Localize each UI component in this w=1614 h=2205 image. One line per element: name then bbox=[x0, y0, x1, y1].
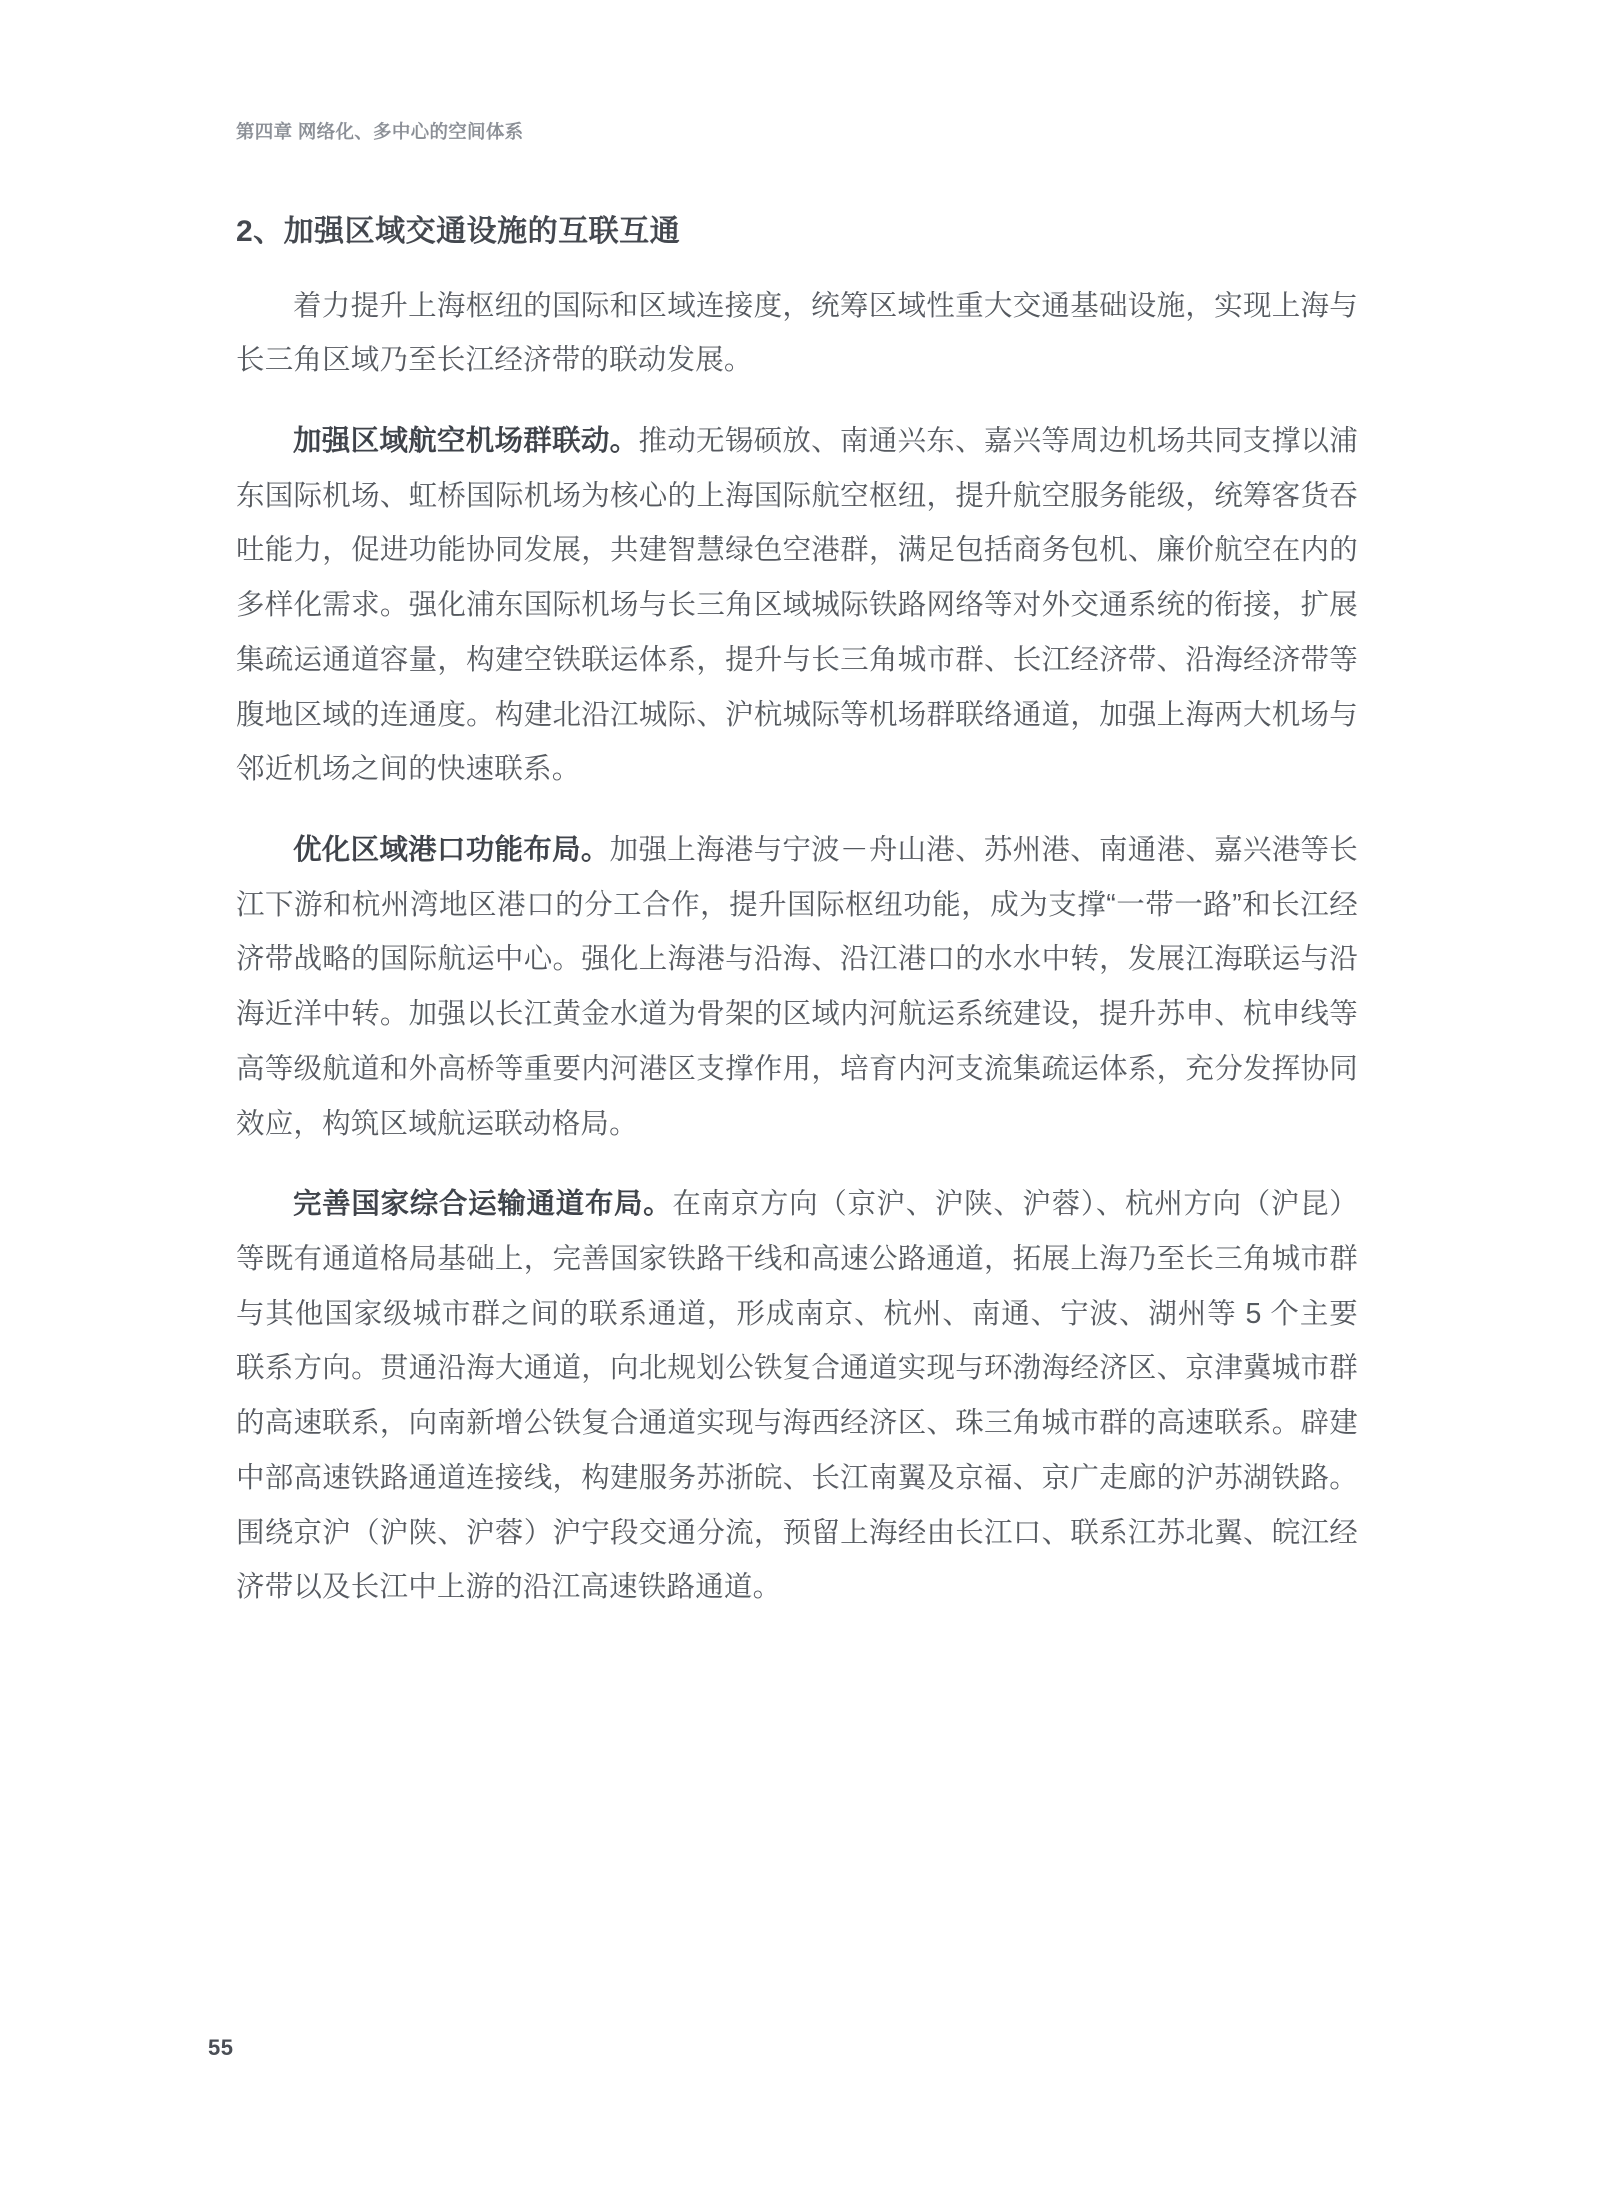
paragraph-airport-coordination bbox=[236, 414, 1358, 797]
page-content bbox=[236, 212, 1358, 1615]
paragraph-lead: 加强区域航空机场群联动。 bbox=[293, 424, 639, 457]
paragraph-lead: 优化区域港口功能布局。 bbox=[293, 833, 610, 866]
paragraph-intro bbox=[236, 279, 1358, 388]
paragraph-text: 着力提升上海枢纽的国际和区域连接度，统筹区域性重大交通基础设施，实现上海与长三角区域乃至长江经济带的联动发展。 bbox=[236, 289, 1358, 377]
paragraph-text: 在南京方向（京沪、沪陕、沪蓉）、杭州方向（沪昆）等既有通道格局基础上，完善国家铁路干线和高速公路通道，拓展上海乃至长三角城市群与其他国家级城市群之间的联系通道，形成南京、杭州、南通、宁波、湖州等 5 个主要联系方向。贯通沿海大通道，向北规划公铁复合通道实现与环渤海经济区、京津冀城市群的高速联系，向南新增公铁复合通道实现与海西经济区、珠三角城市群的高速联系。辟建中部高速铁路通道连接线，构建服务苏浙皖、长江南翼及京福、京广走廊的沪苏湖铁路。围绕京沪（沪陕、沪蓉）沪宁段交通分流，预留上海经由长江口、联系江苏北翼、皖江经济带以及长江中上游的沿江高速铁路通道。 bbox=[236, 1188, 1358, 1604]
paragraph-text: 推动无锡硕放、南通兴东、嘉兴等周边机场共同支撑以浦东国际机场、虹桥国际机场为核心的上海国际航空枢纽，提升航空服务能级，统筹客货吞吐能力，促进功能协同发展，共建智慧绿色空港群，满足包括商务包机、廉价航空在内的多样化需求。强化浦东国际机场与长三角区域城际铁路网络等对外交通系统的衔接，扩展集疏运通道容量，构建空铁联运体系，提升与长三角城市群、长江经济带、沿海经济带等腹地区域的连通度。构建北沿江城际、沪杭城际等机场群联络通道，加强上海两大机场与邻近机场之间的快速联系。 bbox=[236, 424, 1358, 786]
page-number: 55 bbox=[208, 2035, 234, 2060]
running-header-chapter: 第四章 网络化、多中心的空间体系 bbox=[236, 121, 524, 142]
section-heading: 2、加强区域交通设施的互联互通 bbox=[236, 215, 681, 248]
paragraph-port-layout bbox=[236, 823, 1358, 1151]
paragraph-lead: 完善国家综合运输通道布局。 bbox=[293, 1188, 673, 1221]
paragraph-text: 加强上海港与宁波－舟山港、苏州港、南通港、嘉兴港等长江下游和杭州湾地区港口的分工合作，提升国际枢纽功能，成为支撑“一带一路”和长江经济带战略的国际航运中心。强化上海港与沿海、沿江港口的水水中转，发展江海联运与沿海近洋中转。加强以长江黄金水道为骨架的区域内河航运系统建设，提升苏申、杭申线等高等级航道和外高桥等重要内河港区支撑作用，培育内河支流集疏运体系，充分发挥协同效应，构筑区域航运联动格局。 bbox=[236, 833, 1359, 1140]
paragraph-national-corridors bbox=[236, 1177, 1358, 1615]
